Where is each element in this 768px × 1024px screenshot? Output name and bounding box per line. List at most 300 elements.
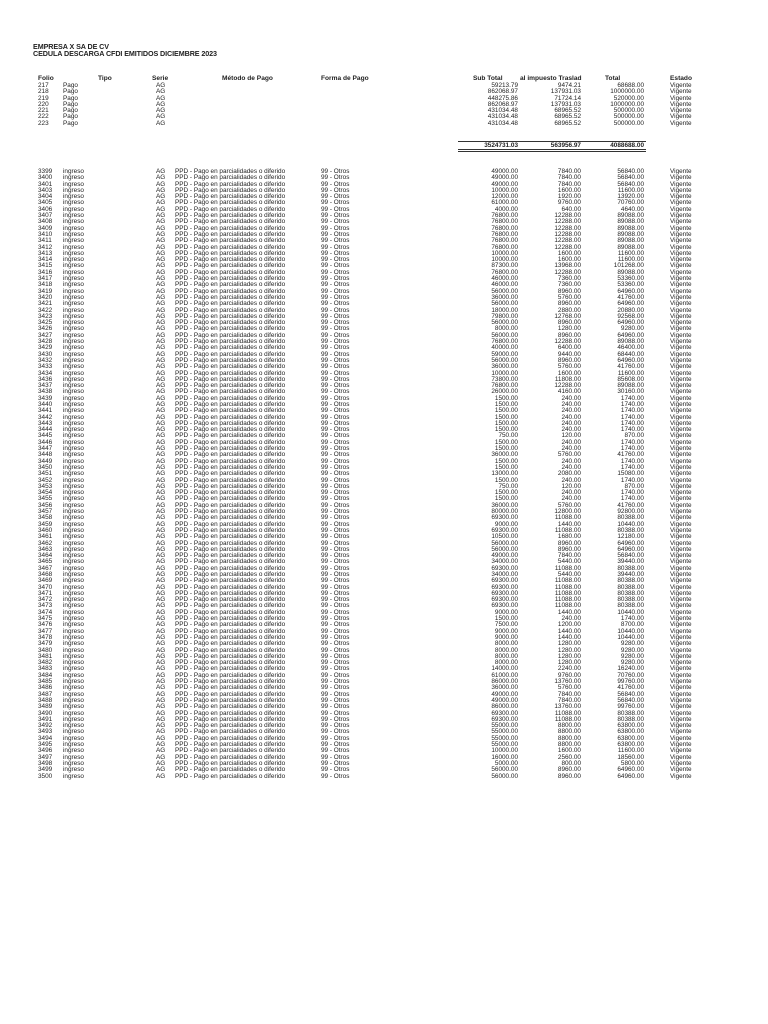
estado-cell: Vigente	[670, 107, 692, 115]
folio-cell: 3448	[38, 451, 53, 459]
forma-cell: 99 - Otros	[321, 753, 350, 761]
folio-cell: 3484	[38, 671, 53, 679]
impuesto-cell: 1280.00	[557, 646, 581, 654]
serie-cell: AG	[156, 703, 166, 711]
estado-cell: Vigente	[670, 545, 692, 553]
subtotal-cell: 56000.00	[491, 319, 518, 327]
total-cell: 11600.00	[617, 186, 644, 194]
folio-cell: 3405	[38, 199, 53, 207]
total-cell: 80388.00	[617, 709, 644, 717]
serie-cell: AG	[156, 82, 166, 89]
total-cell: 9280.00	[620, 659, 644, 667]
forma-cell: 99 - Otros	[321, 375, 350, 383]
subtotal-cell: 862068.97	[487, 88, 518, 96]
impuesto-cell: 1280.00	[557, 659, 581, 667]
estado-cell: Vigente	[670, 407, 692, 415]
estado-cell: Vigente	[670, 495, 692, 503]
metodo-cell: PPD - Pago en parcialidades o diferido	[175, 482, 286, 490]
folio-cell: 3472	[38, 596, 53, 604]
estado-cell: Vigente	[670, 539, 692, 547]
totals-impuesto: 563956.97	[550, 142, 581, 149]
forma-cell: 99 - Otros	[321, 212, 350, 220]
tipo-cell: ingreso	[63, 596, 84, 604]
total-cell: 520000.00	[613, 94, 644, 102]
forma-cell: 99 - Otros	[321, 394, 350, 402]
tipo-cell: ingreso	[63, 275, 84, 283]
folio-cell: 3428	[38, 338, 53, 346]
impuesto-cell: 2080.00	[557, 470, 581, 478]
folio-cell: 3476	[38, 621, 53, 629]
folio-cell: 3436	[38, 375, 53, 383]
metodo-cell: PPD - Pago en parcialidades o diferido	[175, 766, 286, 774]
tipo-cell: ingreso	[63, 747, 84, 755]
total-cell: 64960.00	[617, 356, 644, 364]
tipo-cell: ingreso	[63, 199, 84, 207]
subtotal-cell: 69300.00	[491, 577, 518, 585]
forma-cell: 99 - Otros	[321, 224, 350, 232]
forma-cell: 99 - Otros	[321, 319, 350, 327]
serie-cell: AG	[156, 262, 166, 270]
tipo-cell: ingreso	[63, 759, 84, 767]
subtotal-cell: 69300.00	[491, 589, 518, 597]
subtotal-cell: 69300.00	[491, 602, 518, 610]
metodo-cell: PPD - Pago en parcialidades o diferido	[175, 753, 286, 761]
serie-cell: AG	[156, 113, 166, 121]
estado-cell: Vigente	[670, 275, 692, 283]
total-cell: 63800.00	[617, 734, 644, 742]
total-cell: 1740.00	[620, 400, 644, 408]
forma-cell: 99 - Otros	[321, 438, 350, 446]
folio-cell: 3413	[38, 249, 53, 257]
subtotal-cell: 13000.00	[491, 470, 518, 478]
estado-cell: Vigente	[670, 684, 692, 692]
tipo-cell: ingreso	[63, 508, 84, 516]
estado-cell: Vigente	[670, 476, 692, 484]
metodo-cell: PPD - Pago en parcialidades o diferido	[175, 564, 286, 572]
totals-total: 4088688.00	[610, 142, 644, 149]
impuesto-cell: 68965.52	[554, 113, 581, 121]
total-cell: 1740.00	[620, 438, 644, 446]
metodo-cell: PPD - Pago en parcialidades o diferido	[175, 533, 286, 541]
total-cell: 1740.00	[620, 426, 644, 434]
forma-cell: 99 - Otros	[321, 722, 350, 730]
forma-cell: 99 - Otros	[321, 734, 350, 742]
serie-cell: AG	[156, 268, 166, 276]
tipo-cell: ingreso	[63, 407, 84, 415]
tipo-cell: ingreso	[63, 640, 84, 648]
folio-cell: 3419	[38, 287, 53, 295]
folio-cell: 3444	[38, 426, 53, 434]
forma-cell: 99 - Otros	[321, 690, 350, 698]
impuesto-cell: 12288.00	[554, 243, 581, 251]
total-cell: 1740.00	[620, 445, 644, 453]
forma-cell: 99 - Otros	[321, 621, 350, 629]
metodo-cell: PPD - Pago en parcialidades o diferido	[175, 262, 286, 270]
subtotal-cell: 36000.00	[491, 363, 518, 371]
serie-cell: AG	[156, 621, 166, 629]
folio-cell: 3412	[38, 243, 53, 251]
subtotal-cell: 61000.00	[491, 671, 518, 679]
forma-cell: 99 - Otros	[321, 671, 350, 679]
tipo-cell: ingreso	[63, 325, 84, 333]
estado-cell: Vigente	[670, 88, 692, 96]
subtotal-cell: 10500.00	[491, 533, 518, 541]
tipo-cell: ingreso	[63, 659, 84, 667]
subtotal-cell: 40000.00	[491, 344, 518, 352]
forma-cell: 99 - Otros	[321, 772, 350, 780]
serie-cell: AG	[156, 199, 166, 207]
impuesto-cell: 2880.00	[557, 306, 581, 314]
forma-cell: 99 - Otros	[321, 205, 350, 213]
subtotal-cell: 1500.00	[494, 457, 518, 465]
estado-cell: Vigente	[670, 426, 692, 434]
tipo-cell: ingreso	[63, 608, 84, 616]
forma-cell: 99 - Otros	[321, 300, 350, 308]
forma-cell: 99 - Otros	[321, 287, 350, 295]
impuesto-cell: 1600.00	[557, 369, 581, 377]
subtotal-cell: 8000.00	[494, 325, 518, 333]
total-cell: 56840.00	[617, 690, 644, 698]
impuesto-cell: 240.00	[561, 407, 581, 415]
folio-cell: 218	[38, 88, 49, 96]
metodo-cell: PPD - Pago en parcialidades o diferido	[175, 671, 286, 679]
tipo-cell: ingreso	[63, 715, 84, 723]
subtotal-cell: 46000.00	[491, 281, 518, 289]
folio-cell: 3468	[38, 571, 53, 578]
metodo-cell: PPD - Pago en parcialidades o diferido	[175, 539, 286, 547]
forma-cell: 99 - Otros	[321, 696, 350, 704]
forma-cell: 99 - Otros	[321, 728, 350, 736]
tipo-cell: ingreso	[63, 331, 84, 339]
tipo-cell: ingreso	[63, 671, 84, 679]
impuesto-cell: 11088.00	[554, 596, 581, 604]
subtotal-cell: 12000.00	[491, 193, 518, 201]
estado-cell: Vigente	[670, 363, 692, 371]
metodo-cell: PPD - Pago en parcialidades o diferido	[175, 501, 286, 509]
tipo-cell: ingreso	[63, 678, 84, 686]
total-cell: 89088.00	[617, 224, 644, 232]
estado-cell: Vigente	[670, 671, 692, 679]
subtotal-cell: 76800.00	[491, 212, 518, 220]
impuesto-cell: 1680.00	[557, 533, 581, 541]
subtotal-cell: 1500.00	[494, 407, 518, 415]
impuesto-cell: 4160.00	[557, 388, 581, 396]
forma-cell: 99 - Otros	[321, 356, 350, 364]
subtotal-cell: 49000.00	[491, 552, 518, 560]
impuesto-cell: 1600.00	[557, 747, 581, 755]
folio-cell: 3479	[38, 640, 53, 648]
tipo-cell: ingreso	[63, 684, 84, 692]
subtotal-cell: 49000.00	[491, 180, 518, 188]
estado-cell: Vigente	[670, 205, 692, 213]
tipo-cell: ingreso	[63, 300, 84, 308]
metodo-cell: PPD - Pago en parcialidades o diferido	[175, 463, 286, 471]
forma-cell: 99 - Otros	[321, 268, 350, 276]
subtotal-cell: 76800.00	[491, 243, 518, 251]
metodo-cell: PPD - Pago en parcialidades o diferido	[175, 205, 286, 213]
metodo-cell: PPD - Pago en parcialidades o diferido	[175, 526, 286, 534]
estado-cell: Vigente	[670, 293, 692, 301]
subtotal-cell: 1500.00	[494, 445, 518, 453]
tipo-cell: ingreso	[63, 514, 84, 522]
serie-cell: AG	[156, 678, 166, 686]
serie-cell: AG	[156, 419, 166, 427]
forma-cell: 99 - Otros	[321, 766, 350, 774]
forma-cell: 99 - Otros	[321, 275, 350, 283]
folio-cell: 3456	[38, 501, 53, 509]
impuesto-cell: 240.00	[561, 457, 581, 465]
estado-cell: Vigente	[670, 741, 692, 749]
estado-cell: Vigente	[670, 564, 692, 572]
tipo-cell: ingreso	[63, 571, 84, 578]
forma-cell: 99 - Otros	[321, 489, 350, 497]
tipo-cell: ingreso	[63, 256, 84, 264]
total-cell: 12180.00	[617, 533, 644, 541]
subtotal-cell: 56000.00	[491, 766, 518, 774]
folio-cell: 3416	[38, 268, 53, 276]
estado-cell: Vigente	[670, 325, 692, 333]
total-cell: 85608.00	[617, 375, 644, 383]
folio-cell: 3497	[38, 753, 53, 761]
subtotal-cell: 431034.48	[487, 107, 518, 115]
tipo-cell: Pago	[63, 82, 78, 89]
folio-cell: 3477	[38, 627, 53, 635]
metodo-cell: PPD - Pago en parcialidades o diferido	[175, 432, 286, 440]
metodo-cell: PPD - Pago en parcialidades o diferido	[175, 696, 286, 704]
impuesto-cell: 8960.00	[557, 331, 581, 339]
tipo-cell: ingreso	[63, 652, 84, 660]
subtotal-cell: 26000.00	[491, 388, 518, 396]
forma-cell: 99 - Otros	[321, 545, 350, 553]
metodo-cell: PPD - Pago en parcialidades o diferido	[175, 678, 286, 686]
forma-cell: 99 - Otros	[321, 193, 350, 201]
folio-cell: 3400	[38, 174, 53, 182]
impuesto-cell: 12288.00	[554, 268, 581, 276]
folio-cell: 3481	[38, 652, 53, 660]
subtotal-cell: 8000.00	[494, 659, 518, 667]
pagos-table	[0, 83, 768, 127]
estado-cell: Vigente	[670, 369, 692, 377]
total-cell: 70760.00	[617, 671, 644, 679]
subtotal-cell: 9000.00	[494, 627, 518, 635]
impuesto-cell: 12288.00	[554, 212, 581, 220]
subtotal-cell: 61000.00	[491, 199, 518, 207]
forma-cell: 99 - Otros	[321, 589, 350, 597]
forma-cell: 99 - Otros	[321, 237, 350, 245]
total-cell: 1000000.00	[610, 88, 644, 96]
subtotal-cell: 76800.00	[491, 237, 518, 245]
folio-cell: 3423	[38, 312, 53, 320]
total-cell: 63800.00	[617, 741, 644, 749]
folio-cell: 3460	[38, 526, 53, 534]
subtotal-cell: 49000.00	[491, 690, 518, 698]
subtotal-cell: 69300.00	[491, 526, 518, 534]
tipo-cell: ingreso	[63, 734, 84, 742]
folio-cell: 3499	[38, 766, 53, 774]
impuesto-cell: 7360.00	[557, 275, 581, 283]
folio-cell: 222	[38, 113, 49, 121]
total-cell: 1740.00	[620, 457, 644, 465]
forma-cell: 99 - Otros	[321, 243, 350, 251]
total-cell: 4640.00	[620, 205, 644, 213]
tipo-cell: ingreso	[63, 262, 84, 270]
impuesto-cell: 8960.00	[557, 300, 581, 308]
folio-cell: 3487	[38, 690, 53, 698]
total-cell: 99760.00	[617, 678, 644, 686]
impuesto-cell: 120.00	[561, 482, 581, 490]
folio-cell: 3475	[38, 615, 53, 623]
folio-cell: 3449	[38, 457, 53, 465]
total-cell: 30160.00	[617, 388, 644, 396]
total-cell: 80388.00	[617, 564, 644, 572]
total-cell: 64960.00	[617, 300, 644, 308]
serie-cell: AG	[156, 766, 166, 774]
serie-cell: AG	[156, 230, 166, 238]
impuesto-cell: 240.00	[561, 438, 581, 446]
metodo-cell: PPD - Pago en parcialidades o diferido	[175, 212, 286, 220]
estado-cell: Vigente	[670, 388, 692, 396]
metodo-cell: PPD - Pago en parcialidades o diferido	[175, 438, 286, 446]
tipo-cell: ingreso	[63, 741, 84, 749]
impuesto-cell: 11808.00	[554, 375, 581, 383]
total-cell: 1740.00	[620, 407, 644, 415]
serie-cell: AG	[156, 545, 166, 553]
forma-cell: 99 - Otros	[321, 715, 350, 723]
metodo-cell: PPD - Pago en parcialidades o diferido	[175, 268, 286, 276]
tipo-cell: ingreso	[63, 319, 84, 327]
forma-cell: 99 - Otros	[321, 230, 350, 238]
tipo-cell: ingreso	[63, 312, 84, 320]
serie-cell: AG	[156, 772, 166, 780]
subtotal-cell: 8000.00	[494, 640, 518, 648]
serie-cell: AG	[156, 552, 166, 560]
subtotal-cell: 59000.00	[491, 350, 518, 358]
forma-cell: 99 - Otros	[321, 602, 350, 610]
folio-cell: 3404	[38, 193, 53, 201]
forma-cell: 99 - Otros	[321, 413, 350, 421]
folio-cell: 3441	[38, 407, 53, 415]
impuesto-cell: 240.00	[561, 400, 581, 408]
impuesto-cell: 9474.21	[557, 82, 581, 89]
estado-cell: Vigente	[670, 715, 692, 723]
total-cell: 80388.00	[617, 715, 644, 723]
forma-cell: 99 - Otros	[321, 646, 350, 654]
tipo-cell: Pago	[63, 100, 78, 108]
impuesto-cell: 5440.00	[557, 571, 581, 578]
tipo-cell: ingreso	[63, 224, 84, 232]
estado-cell: Vigente	[670, 174, 692, 182]
estado-cell: Vigente	[670, 306, 692, 314]
folio-cell: 3401	[38, 180, 53, 188]
metodo-cell: PPD - Pago en parcialidades o diferido	[175, 451, 286, 459]
col-estado: Estado	[670, 75, 692, 82]
tipo-cell: ingreso	[63, 552, 84, 560]
tipo-cell: ingreso	[63, 193, 84, 201]
total-cell: 1740.00	[620, 476, 644, 484]
forma-cell: 99 - Otros	[321, 526, 350, 534]
serie-cell: AG	[156, 615, 166, 623]
estado-cell: Vigente	[670, 703, 692, 711]
subtotal-cell: 49000.00	[491, 174, 518, 182]
subtotal-cell: 1500.00	[494, 615, 518, 623]
folio-cell: 3473	[38, 602, 53, 610]
subtotal-cell: 10000.00	[491, 186, 518, 194]
subtotal-cell: 9000.00	[494, 608, 518, 616]
impuesto-cell: 1280.00	[557, 640, 581, 648]
tipo-cell: ingreso	[63, 577, 84, 585]
forma-cell: 99 - Otros	[321, 180, 350, 188]
metodo-cell: PPD - Pago en parcialidades o diferido	[175, 646, 286, 654]
tipo-cell: ingreso	[63, 564, 84, 572]
folio-cell: 3496	[38, 747, 53, 755]
subtotal-cell: 10000.00	[491, 747, 518, 755]
tipo-cell: ingreso	[63, 445, 84, 453]
serie-cell: AG	[156, 312, 166, 320]
estado-cell: Vigente	[670, 615, 692, 623]
folio-cell: 3491	[38, 715, 53, 723]
metodo-cell: PPD - Pago en parcialidades o diferido	[175, 256, 286, 264]
serie-cell: AG	[156, 684, 166, 692]
total-cell: 53360.00	[617, 275, 644, 283]
forma-cell: 99 - Otros	[321, 533, 350, 541]
forma-cell: 99 - Otros	[321, 293, 350, 301]
serie-cell: AG	[156, 193, 166, 201]
metodo-cell: PPD - Pago en parcialidades o diferido	[175, 312, 286, 320]
estado-cell: Vigente	[670, 218, 692, 226]
metodo-cell: PPD - Pago en parcialidades o diferido	[175, 230, 286, 238]
serie-cell: AG	[156, 470, 166, 478]
total-cell: 870.00	[624, 432, 644, 440]
estado-cell: Vigente	[670, 224, 692, 232]
total-cell: 70760.00	[617, 199, 644, 207]
estado-cell: Vigente	[670, 552, 692, 560]
tipo-cell: ingreso	[63, 281, 84, 289]
forma-cell: 99 - Otros	[321, 338, 350, 346]
forma-cell: 99 - Otros	[321, 640, 350, 648]
tipo-cell: ingreso	[63, 413, 84, 421]
subtotal-cell: 16000.00	[491, 753, 518, 761]
folio-cell: 3450	[38, 463, 53, 471]
total-cell: 89088.00	[617, 212, 644, 220]
folio-cell: 3438	[38, 388, 53, 396]
serie-cell: AG	[156, 747, 166, 755]
serie-cell: AG	[156, 508, 166, 516]
metodo-cell: PPD - Pago en parcialidades o diferido	[175, 325, 286, 333]
folio-cell: 3447	[38, 445, 53, 453]
subtotal-cell: 34000.00	[491, 571, 518, 578]
metodo-cell: PPD - Pago en parcialidades o diferido	[175, 394, 286, 402]
total-cell: 56840.00	[617, 696, 644, 704]
metodo-cell: PPD - Pago en parcialidades o diferido	[175, 287, 286, 295]
impuesto-cell: 137931.03	[550, 100, 581, 108]
subtotal-cell: 34000.00	[491, 558, 518, 566]
tipo-cell: ingreso	[63, 451, 84, 459]
impuesto-cell: 71724.14	[554, 94, 581, 102]
serie-cell: AG	[156, 388, 166, 396]
subtotal-cell: 862068.97	[487, 100, 518, 108]
impuesto-cell: 1440.00	[557, 627, 581, 635]
folio-cell: 3458	[38, 514, 53, 522]
folio-cell: 3471	[38, 589, 53, 597]
estado-cell: Vigente	[670, 709, 692, 717]
totals-subtotal: 3524731.03	[484, 142, 518, 149]
impuesto-cell: 1600.00	[557, 186, 581, 194]
metodo-cell: PPD - Pago en parcialidades o diferido	[175, 293, 286, 301]
subtotal-cell: 18000.00	[491, 306, 518, 314]
folio-cell: 3493	[38, 728, 53, 736]
total-cell: 64960.00	[617, 766, 644, 774]
total-cell: 80388.00	[617, 602, 644, 610]
